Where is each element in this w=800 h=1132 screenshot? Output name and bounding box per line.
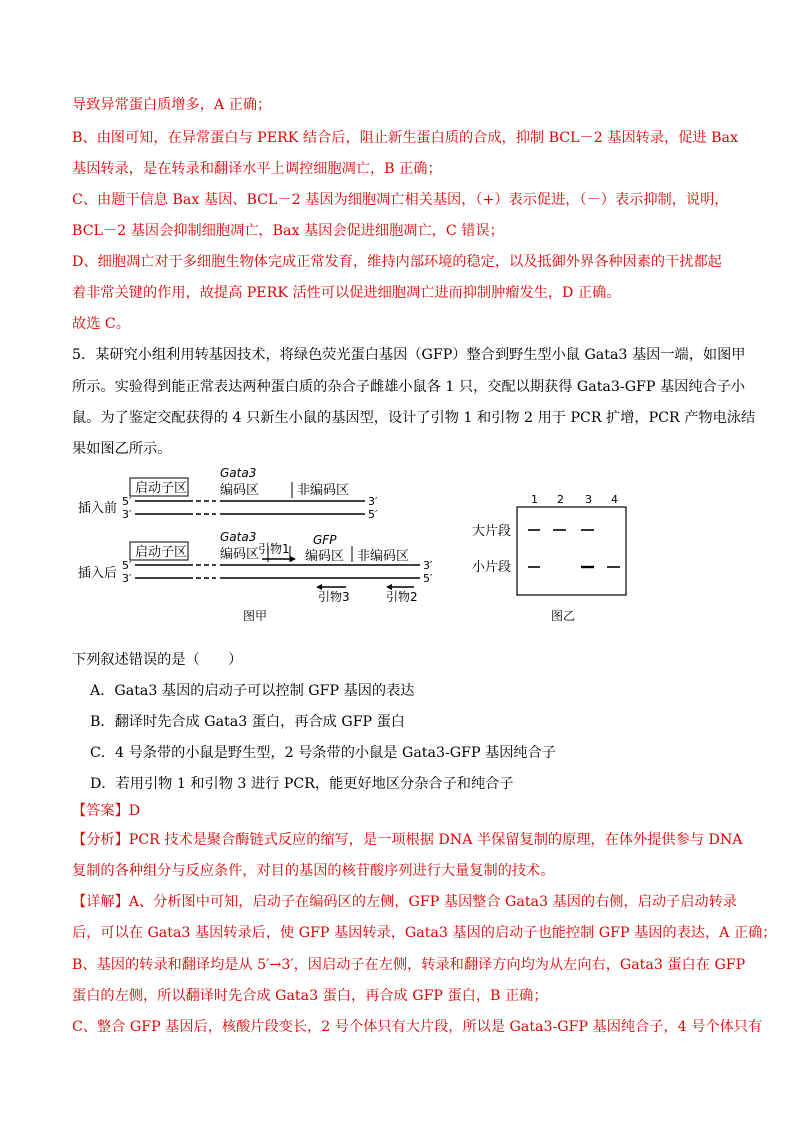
end3-bottom-after: 3′ bbox=[122, 572, 132, 585]
lane-label-3: 3 bbox=[585, 493, 592, 506]
end5-top-after: 5′ bbox=[122, 559, 132, 572]
option-d: D．若用引物 1 和引物 3 进行 PCR，能更好地区分杂合子和纯合子 bbox=[90, 776, 514, 792]
label-coding-before: 编码区 bbox=[220, 483, 260, 498]
question-line-0: 5．某研究小组利用转基因技术，将绿色荧光蛋白基因（GFP）整合到野生型小鼠 Gata3 基因一端，如图甲 bbox=[72, 347, 746, 363]
analysis-line-1: 复制的各种组分与反应条件，对目的基因的核苷酸序列进行大量复制的技术。 bbox=[72, 863, 555, 879]
end3-top-before: 3′ bbox=[368, 495, 378, 508]
end5-top-before: 5′ bbox=[122, 495, 132, 508]
label-before: 插入前 bbox=[78, 501, 118, 516]
paragraph-top-2: 基因转录，是在转录和翻译水平上调控细胞凋亡，B 正确； bbox=[72, 161, 442, 177]
paragraph-top-7: 故选 C。 bbox=[72, 316, 130, 332]
label-coding-after-gata3: 编码区 bbox=[220, 547, 260, 562]
primer1-arrowhead bbox=[290, 556, 296, 562]
option-a: A．Gata3 基因的启动子可以控制 GFP 基因的表达 bbox=[90, 683, 415, 699]
lane-label-4: 4 bbox=[611, 493, 618, 506]
option-c: C．4 号条带的小鼠是野生型，2 号条带的小鼠是 Gata3-GFP 基因纯合子 bbox=[90, 745, 556, 761]
figure-a bbox=[78, 466, 433, 623]
detail-line-0: 【详解】A、分析图中可知，启动子在编码区的左侧，GFP 基因整合 Gata3 基因的右侧，启动子启动转录 bbox=[72, 894, 737, 910]
question-line-1: 所示。实验得到能正常表达两种蛋白质的杂合子雌雄小鼠各 1 只，交配以期获得 Gata3-GFP 基因纯合子小 bbox=[72, 379, 746, 395]
caption-figure-a: 图甲 bbox=[243, 609, 268, 623]
option-b: B．翻译时先合成 Gata3 蛋白，再合成 GFP 蛋白 bbox=[90, 714, 405, 730]
label-primer2: 引物2 bbox=[386, 590, 418, 604]
question-line-3: 果如图乙所示。 bbox=[72, 441, 172, 457]
label-primer3: 引物3 bbox=[318, 590, 350, 604]
lane-label-2: 2 bbox=[557, 493, 564, 506]
detail-line-2: B、基因的转录和翻译均是从 5′→3′，因启动子在左侧，转录和翻译方向均为从左向右，Gata3 蛋白在 GFP bbox=[72, 957, 746, 973]
end3-bottom-before: 3′ bbox=[122, 508, 132, 521]
analysis-line-0: 【分析】PCR 技术是聚合酶链式反应的缩写，是一项根据 DNA 半保留复制的原理，在体外提供参与 DNA bbox=[72, 832, 743, 848]
gel-frame bbox=[517, 507, 626, 595]
label-gfp: GFP bbox=[313, 533, 337, 547]
paragraph-top-3: C、由题干信息 Bax 基因、BCL－2 基因为细胞凋亡相关基因，（+）表示促进，（－）表示抑制，说明， bbox=[72, 192, 729, 208]
detail-line-4: C、整合 GFP 基因后，核酸片段变长，2 号个体只有大片段，所以是 Gata3-GFP 基因纯合子，4 号个体只有 bbox=[72, 1019, 763, 1035]
paragraph-top-4: BCL－2 基因会抑制细胞凋亡，Bax 基因会促进细胞凋亡，C 错误； bbox=[72, 223, 504, 239]
paragraph-top-1: B、由图可知，在异常蛋白与 PERK 结合后，阻止新生蛋白质的合成，抑制 BCL－2 基因转录，促进 Bax bbox=[72, 130, 738, 146]
label-small-band: 小片段 bbox=[472, 560, 512, 575]
end3-top-after: 3′ bbox=[423, 559, 433, 572]
detail-line-1: 后，可以在 Gata3 基因转录后，使 GFP 基因转录，Gata3 基因的启动子也能控制 GFP 基因的表达，A 正确； bbox=[72, 925, 777, 941]
label-primer1: 引物1 bbox=[258, 542, 290, 556]
label-noncoding-after: 非编码区 bbox=[357, 549, 410, 564]
paragraph-top-0: 导致异常蛋白质增多，A 正确； bbox=[72, 97, 272, 113]
detail-line-3: 蛋白的左侧，所以翻译时先合成 Gata3 蛋白，再合成 GFP 蛋白，B 正确； bbox=[72, 988, 548, 1004]
label-coding-after-gfp: 编码区 bbox=[305, 549, 345, 564]
label-gata3-after: Gata3 bbox=[220, 530, 257, 544]
question-line-2: 鼠。为了鉴定交配获得的 4 只新生小鼠的基因型，设计了引物 1 和引物 2 用于 PCR 扩增，PCR 产物电泳结 bbox=[72, 410, 756, 426]
figure-b bbox=[472, 493, 626, 623]
label-gata3-before: Gata3 bbox=[220, 466, 257, 480]
label-after: 插入后 bbox=[78, 566, 118, 581]
label-promoter-after: 启动子区 bbox=[135, 545, 188, 560]
label-promoter-before: 启动子区 bbox=[135, 481, 188, 496]
lane-label-1: 1 bbox=[531, 493, 538, 506]
question-prompt: 下列叙述错误的是（ ） bbox=[72, 652, 243, 668]
caption-figure-b: 图乙 bbox=[551, 609, 576, 623]
answer: 【答案】D bbox=[72, 803, 141, 819]
paragraph-top-5: D、细胞凋亡对于多细胞生物体完成正常发育，维持内部环境的稳定，以及抵御外界各种因素的干扰都起 bbox=[72, 254, 722, 270]
paragraph-top-6: 着非常关键的作用，故提高 PERK 活性可以促进细胞凋亡进而抑制肿瘤发生，D 正确。 bbox=[72, 285, 621, 301]
label-noncoding-before: 非编码区 bbox=[297, 483, 350, 498]
end5-bottom-after: 5′ bbox=[423, 572, 433, 585]
label-large-band: 大片段 bbox=[472, 524, 512, 539]
end5-bottom-before: 5′ bbox=[368, 508, 378, 521]
